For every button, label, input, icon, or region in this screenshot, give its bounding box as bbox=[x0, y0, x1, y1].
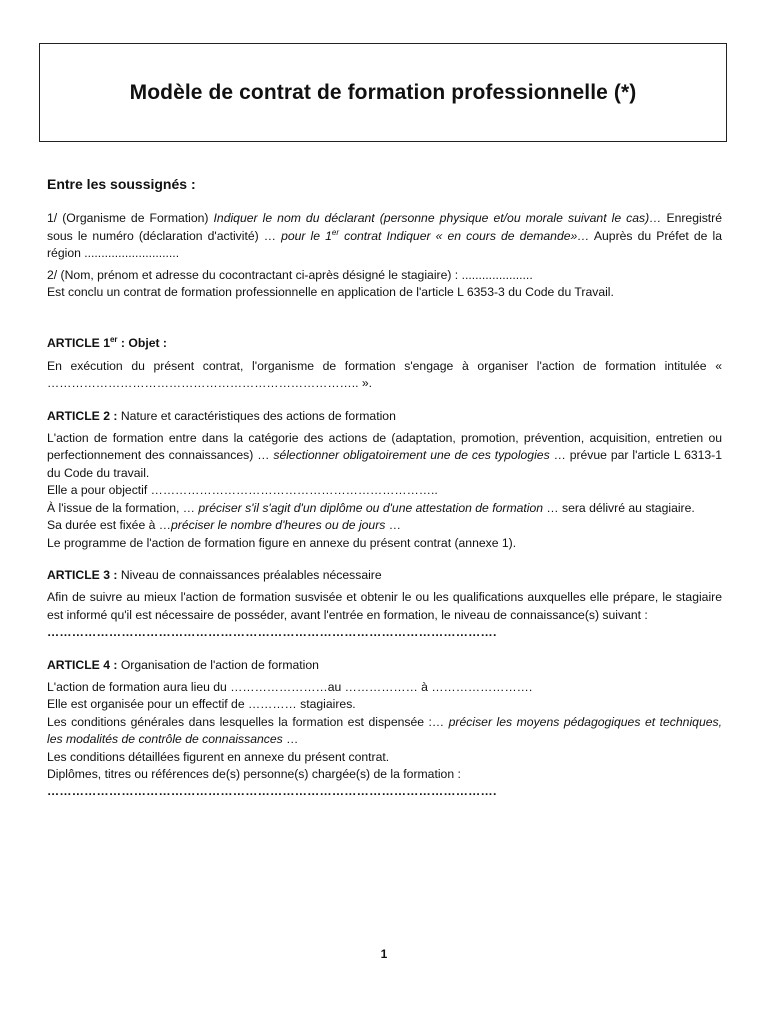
article2-duration-hint: préciser le nombre d'heures ou de jours bbox=[170, 518, 386, 533]
article1-title: Objet : bbox=[128, 336, 167, 351]
party1-label: 1/ (Organisme de Formation) bbox=[47, 211, 209, 226]
party1-prefet: Auprès du Préfet de la région ............................ bbox=[47, 228, 722, 261]
party2-dots: ..................... bbox=[461, 267, 533, 282]
article2-category: L'action de formation entre dans la catégorie des actions de (adaptation, promotion, prévention, acquisition, entretien ou perfectionnement des connaissances) … sélectionner obligatoirement une de ces typologies … prévue par l'article L 6313-1 du Code du travail. bbox=[47, 431, 723, 480]
article1-text: En exécution du présent contrat, l'organisme de formation s'engage à organiser l'action de formation intitulée « ………………………………………………………………….. ». bbox=[47, 358, 722, 391]
article2-issue-hint: préciser s'il s'agit d'un diplôme ou d'une attestation de formation bbox=[198, 500, 544, 515]
party1-paragraph bbox=[47, 210, 722, 262]
article2-duration: Sa durée est fixée à …préciser le nombre d'heures ou de jours … bbox=[47, 518, 401, 533]
article4-trainers: Diplômes, titres ou références de(s) personne(s) chargée(s) de la formation : bbox=[47, 766, 461, 781]
article2-objective: Elle a pour objectif …………………………………………………………….. bbox=[47, 483, 438, 498]
article1-label: ARTICLE 1er : bbox=[47, 335, 125, 351]
article4-conditions: Les conditions générales dans lesquelles la formation est dispensée :… préciser les moyens pédagogiques et techniques, les modalités de contrôle de connaissances … bbox=[47, 714, 722, 747]
document-title: Modèle de contrat de formation professionnelle (*) bbox=[129, 80, 637, 104]
article2-title: Nature et caractéristiques des actions de formation bbox=[120, 408, 396, 423]
party1-registration: Enregistré sous le numéro (déclaration d'activité) … bbox=[47, 211, 723, 243]
article2-issue: À l'issue de la formation, … préciser s'il s'agit d'un diplôme ou d'une attestation de formation … sera délivré au stagiaire. bbox=[47, 500, 695, 515]
article4-headcount: Elle est organisée pour un effectif de ………… stagiaires. bbox=[47, 697, 356, 712]
article4-heading bbox=[47, 657, 722, 674]
party1-hint-first: pour le 1er contrat Indiquer « en cours de demande»… bbox=[281, 227, 590, 243]
article3-dots: ………………………………………………………………………………………………. bbox=[47, 625, 497, 640]
article2-label: ARTICLE 2 : bbox=[47, 408, 118, 423]
party2-paragraph bbox=[47, 267, 722, 284]
article2-category-hint: sélectionner obligatoirement une de ces typologies bbox=[273, 448, 550, 463]
intro-heading: Entre les soussignés : bbox=[47, 176, 196, 192]
article4-label: ARTICLE 4 : bbox=[47, 657, 118, 672]
article4-title: Organisation de l'action de formation bbox=[120, 657, 319, 672]
document-body bbox=[47, 176, 722, 801]
article3-heading bbox=[47, 567, 722, 584]
page-number: 1 bbox=[380, 947, 388, 961]
article4-conditions-hint: préciser les moyens pédagogiques et techniques, les modalités de contrôle de connaissances bbox=[47, 714, 722, 747]
article2-programme: Le programme de l'action de formation figure en annexe du présent contrat (annexe 1). bbox=[47, 535, 517, 550]
title-box bbox=[39, 43, 727, 142]
article3-label: ARTICLE 3 : bbox=[47, 567, 118, 582]
article3-title: Niveau de connaissances préalables nécessaire bbox=[120, 567, 382, 582]
article3-text: Afin de suivre au mieux l'action de formation susvisée et obtenir le ou les qualifications auxquelles elle prépare, le stagiaire est informé qu'il est nécessaire de posséder, avant l'entrée en formation, le niveau de connaissance(s) suivant : bbox=[47, 590, 722, 622]
conclusion-paragraph: Est conclu un contrat de formation professionnelle en application de l'article L 6353-3 du Code du Travail. bbox=[47, 285, 614, 300]
party1-hint-name: Indiquer le nom du déclarant (personne physique et/ou morale suivant le cas)… bbox=[213, 211, 662, 226]
article2-heading bbox=[47, 408, 722, 425]
article4-dates: L'action de formation aura lieu du ……………………au ……………… à ……………………. bbox=[47, 679, 533, 694]
article4-annex: Les conditions détaillées figurent en annexe du présent contrat. bbox=[47, 749, 390, 764]
article1-heading bbox=[47, 335, 722, 352]
article4-dots: ………………………………………………………………………………………………. bbox=[47, 784, 497, 799]
party2-label: 2/ (Nom, prénom et adresse du cocontractant ci-après désigné le stagiaire) : bbox=[47, 267, 459, 282]
